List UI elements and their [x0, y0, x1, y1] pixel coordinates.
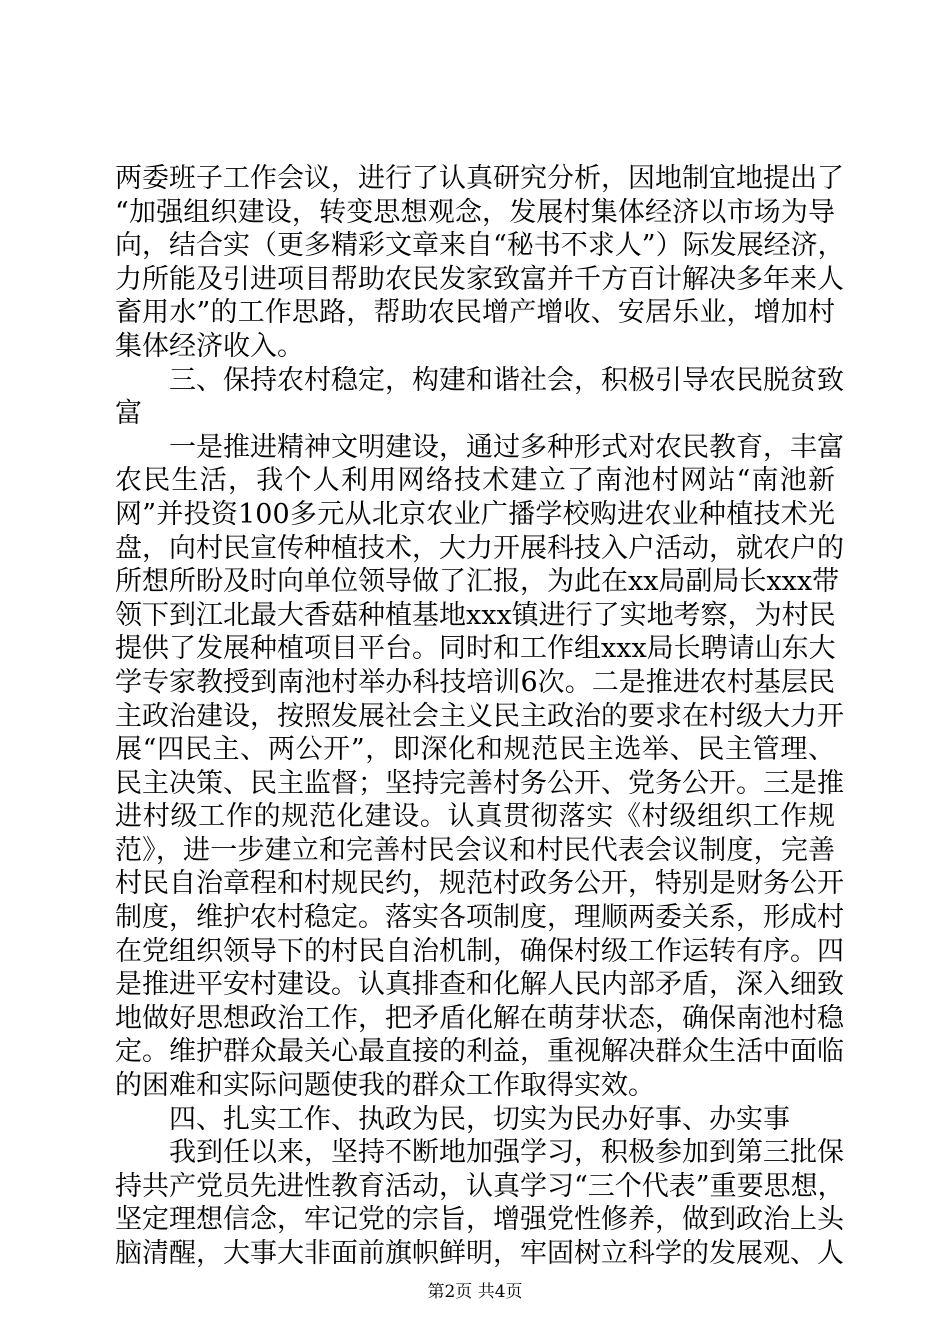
- text-line: 坚定理想信念，牢记党的宗旨，增强党性修养，做到政治上头: [115, 1204, 844, 1236]
- text-line: 畜用水”的工作思路，帮助农民增产增收、安居乐业，增加村: [115, 297, 835, 329]
- text-line: 定。维护群众最关心最直接的利益，重视解决群众生活中面临: [115, 1036, 844, 1068]
- page-number-footer: 第2页 共4页: [427, 1282, 523, 1302]
- text-line: 脑清醒，大事大非面前旗帜鲜明，牢固树立科学的发展观、人: [115, 1238, 844, 1269]
- text-line: 集体经济收入。: [115, 330, 304, 362]
- text-line: 领下到江北最大香菇种植基地xxx镇进行了实地考察，为村民: [115, 599, 836, 631]
- text-line: 两委班子工作会议，进行了认真研究分析，因地制宜地提出了: [115, 163, 844, 194]
- text-line: 三、保持农村稳定，构建和谐社会，积极引导农民脱贫致: [169, 364, 844, 396]
- text-line: 农民生活，我个人利用网络技术建立了南池村网站“南池新: [115, 465, 835, 497]
- text-line: 盘，向村民宣传种植技术，大力开展科技入户活动，就农户的: [115, 532, 844, 564]
- text-line: 是推进平安村建设。认真排查和化解人民内部矛盾，深入细致: [115, 969, 844, 1001]
- text-line: 一是推进精神文明建设，通过多种形式对农民教育，丰富: [169, 431, 844, 463]
- text-line: 制度，维护农村稳定。落实各项制度，理顺两委关系，形成村: [115, 902, 844, 934]
- text-line: 的困难和实际问题使我的群众工作取得实效。: [115, 1070, 655, 1102]
- document-body: [115, 162, 845, 1271]
- text-line: 进村级工作的规范化建设。认真贯彻落实《村级组织工作规: [115, 801, 835, 833]
- text-line: 四、扎实工作、执政为民，切实为民办好事、办实事: [169, 1103, 790, 1135]
- text-line: “加强组织建设，转变思想观念，发展村集体经济以市场为导: [115, 196, 835, 228]
- text-line: 富: [115, 398, 142, 430]
- text-line: 网”并投资100多元从北京农业广播学校购进农业种植技术光: [115, 498, 835, 530]
- text-line: 提供了发展种植项目平台。同时和工作组xxx局长聘请山东大: [115, 633, 836, 665]
- text-line: 在党组织领导下的村民自治机制，确保村级工作运转有序。四: [115, 935, 844, 967]
- text-line: 向，结合实（更多精彩文章来自“秘书不求人”）际发展经济，: [115, 230, 845, 262]
- text-line: 持共产党员先进性教育活动，认真学习“三个代表”重要思想，: [115, 1170, 845, 1202]
- text-line: 民主决策、民主监督；坚持完善村务公开、党务公开。三是推: [115, 767, 844, 799]
- text-line: 地做好思想政治工作，把矛盾化解在萌芽状态，确保南池村稳: [115, 1002, 844, 1034]
- text-line: 村民自治章程和村规民约，规范村政务公开，特别是财务公开: [115, 868, 844, 900]
- text-line: 所想所盼及时向单位领导做了汇报，为此在xx局副局长xxx带: [115, 566, 840, 598]
- text-line: 展“四民主、两公开”，即深化和规范民主选举、民主管理、: [115, 734, 835, 766]
- text-line: 学专家教授到南池村举办科技培训6次。二是推进农村基层民: [115, 666, 835, 698]
- text-line: 我到任以来，坚持不断地加强学习，积极参加到第三批保: [169, 1137, 844, 1169]
- text-line: 主政治建设，按照发展社会主义民主政治的要求在村级大力开: [115, 700, 844, 732]
- text-line: 力所能及引进项目帮助农民发家致富并千方百计解决多年来人: [115, 263, 844, 295]
- text-line: 范》，进一步建立和完善村民会议和村民代表会议制度，完善: [115, 834, 835, 866]
